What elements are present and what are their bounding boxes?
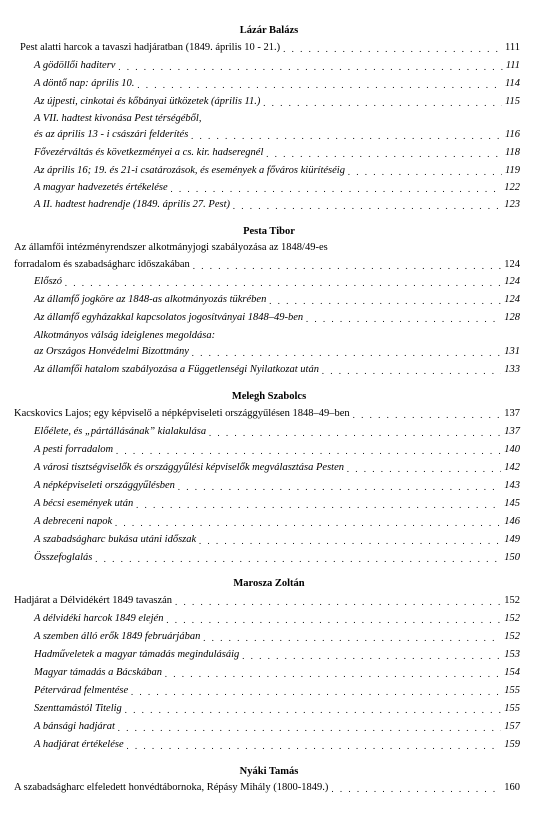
dot-leader (116, 445, 501, 457)
page-number: 140 (504, 444, 520, 455)
toc-entry-main (14, 781, 520, 795)
toc-entry (34, 702, 520, 716)
dot-leader (322, 365, 501, 377)
page-number: 149 (504, 534, 520, 545)
dot-leader (353, 409, 502, 421)
section-author: Marosza Zoltán (233, 578, 305, 589)
entry-title: Az államfő egyházakkal kapcsolatos jogosítványai 1848–49-ben (34, 312, 304, 323)
page-number: 124 (504, 294, 520, 305)
dot-leader (203, 632, 501, 644)
dot-leader (306, 313, 501, 325)
dot-leader (209, 427, 501, 439)
toc-entry-line1: Az államfői intézményrendszer alkotmányjogi szabályozása az 1848/49-es (14, 242, 328, 253)
dot-leader (165, 668, 501, 680)
dot-leader (171, 183, 502, 195)
toc-entry (34, 95, 520, 109)
toc-entry (34, 275, 520, 289)
page-number: 111 (505, 60, 520, 71)
entry-title: A gödöllői haditerv (34, 60, 116, 71)
dot-leader (115, 517, 501, 529)
entry-title: A bánsági hadjárat (34, 721, 115, 732)
entry-title: A II. hadtest hadrendje (1849. április 27. Pest) (34, 199, 230, 210)
entry-title: Hadműveletek a magyar támadás megindulásáig (34, 649, 240, 660)
dot-leader (199, 535, 501, 547)
section-author: Nyáki Tamás (239, 766, 299, 777)
page-number: 152 (504, 631, 520, 642)
page-number: 137 (504, 408, 520, 419)
entry-title: és az április 13 - i császári felderítés (34, 129, 189, 140)
dot-leader (178, 481, 501, 493)
toc-entry (34, 164, 520, 178)
page-number: 128 (504, 312, 520, 323)
page-number: 131 (504, 346, 520, 357)
dot-leader (263, 97, 502, 109)
entry-title: Az államfő jogköre az 1848-as alkotmányozás tükrében (34, 294, 267, 305)
page-number: 143 (504, 480, 520, 491)
entry-title: Kacskovics Lajos; egy képviselő a népképviseleti országgyűlésen 1848–49–ben (14, 408, 350, 419)
entry-title: Az újpesti, cinkotai és kőbányai ütközetek (április 11.) (34, 96, 261, 107)
page-number: 160 (504, 782, 520, 793)
page-number: 155 (504, 703, 520, 714)
page-number: 150 (504, 552, 520, 563)
entry-title: Előélete, és „pártállásának” kialakulása (34, 426, 207, 437)
toc-entry (34, 612, 520, 626)
page-number: 115 (505, 96, 520, 107)
toc-entry-main (14, 407, 520, 421)
toc-entry (34, 630, 520, 644)
entry-title: A pesti forradalom (34, 444, 114, 455)
dot-leader (131, 686, 501, 698)
toc-entry-main (20, 41, 520, 55)
dot-leader (347, 463, 501, 475)
entry-title: Szenttamástól Titelig (34, 703, 122, 714)
entry-title: Magyar támadás a Bácskában (34, 667, 163, 678)
dot-leader (191, 130, 502, 142)
dot-leader (193, 260, 501, 272)
toc-entry (34, 77, 520, 91)
dot-leader (266, 148, 502, 160)
toc-entry (34, 551, 520, 565)
toc-entry (34, 666, 520, 680)
toc-entry (34, 479, 520, 493)
dot-leader (118, 61, 502, 73)
toc-entry (34, 146, 520, 160)
page-number: 145 (504, 498, 520, 509)
toc-entry (34, 293, 520, 307)
entry-title: Összefoglalás (34, 552, 93, 563)
entry-title: A városi tisztségviselők és országgyűlési képviselők megválasztása Pesten (34, 462, 344, 473)
page-number: 137 (504, 426, 520, 437)
dot-leader (192, 347, 501, 359)
page-number: 111 (505, 42, 520, 53)
page-number: 159 (504, 739, 520, 750)
entry-title: Pétervárad felmentése (34, 685, 129, 696)
page-number: 142 (504, 462, 520, 473)
dot-leader (269, 295, 501, 307)
entry-title: A szabadságharc elfeledett honvédtábornoka, Répásy Mihály (1800-1849.) (14, 782, 329, 793)
page-number: 152 (504, 613, 520, 624)
toc-entry-line1: Alkotmányos válság ideiglenes megoldása: (34, 330, 216, 341)
entry-title: A délvidéki harcok 1849 elején (34, 613, 164, 624)
page-number: 124 (504, 259, 520, 270)
toc-entry (34, 461, 520, 475)
toc-entry (34, 128, 520, 142)
section-author: Lázár Balázs (239, 25, 299, 36)
toc-entry (34, 684, 520, 698)
toc-entry (34, 181, 520, 195)
toc-entry (34, 363, 520, 377)
page-number: 153 (504, 649, 520, 660)
dot-leader (65, 277, 501, 289)
entry-title: Hadjárat a Délvidékért 1849 tavaszán (14, 595, 173, 606)
page-number: 123 (504, 199, 520, 210)
dot-leader (242, 650, 501, 662)
toc-entry (34, 443, 520, 457)
dot-leader (125, 704, 501, 716)
page-number: 155 (504, 685, 520, 696)
toc-entry (34, 648, 520, 662)
toc-entry (34, 311, 520, 325)
entry-title: A debreceni napok (34, 516, 113, 527)
toc-entry-main (14, 594, 520, 608)
entry-title: Pest alatti harcok a tavaszi hadjáratban (1849. április 10 - 21.) (20, 42, 281, 53)
entry-title: Az április 16; 19. és 21-i csatározások, és események a főváros kiürítéséig (34, 165, 345, 176)
entry-title: A bécsi események után (34, 498, 134, 509)
toc-entry (34, 738, 520, 752)
dot-leader (136, 499, 501, 511)
dot-leader (95, 553, 501, 565)
page-number: 118 (505, 147, 520, 158)
entry-title: A hadjárat értékelése (34, 739, 124, 750)
dot-leader (283, 43, 502, 55)
dot-leader (127, 740, 502, 752)
entry-title: az Országos Honvédelmi Bizottmány (34, 346, 189, 357)
dot-leader (331, 783, 501, 795)
dot-leader (137, 79, 502, 91)
toc-entry (34, 345, 520, 359)
toc-entry (34, 59, 520, 73)
entry-title: A népképviseleti országgyűlésben (34, 480, 175, 491)
toc-entry (34, 533, 520, 547)
toc-entry (34, 198, 520, 212)
page-number: 122 (504, 182, 520, 193)
entry-title: A magyar hadvezetés értékelése (34, 182, 168, 193)
page-number: 124 (504, 276, 520, 287)
dot-leader (118, 722, 501, 734)
section-author: Pesta Tibor (243, 226, 295, 237)
page-number: 133 (504, 364, 520, 375)
toc-entry (34, 515, 520, 529)
entry-title: Az államfői hatalom szabályozása a Függetlenségi Nyilatkozat után (34, 364, 319, 375)
toc-entry (34, 720, 520, 734)
page-number: 157 (504, 721, 520, 732)
page-number: 146 (504, 516, 520, 527)
entry-title: A szabadságharc bukása utáni időszak (34, 534, 197, 545)
dot-leader (348, 166, 502, 178)
page-number: 119 (505, 165, 520, 176)
toc-entry-main (14, 258, 520, 272)
toc-entry (34, 425, 520, 439)
entry-title: Fővezérváltás és következményei a cs. kir. hadseregnél (34, 147, 264, 158)
page-number: 152 (504, 595, 520, 606)
dot-leader (175, 596, 501, 608)
entry-title: forradalom és szabadságharc időszakában (14, 259, 190, 270)
dot-leader (233, 200, 501, 212)
entry-title: Előszó (34, 276, 63, 287)
section-author: Melegh Szabolcs (231, 391, 307, 402)
toc-entry-line1: A VII. hadtest kivonása Pest térségéből, (34, 113, 202, 124)
toc-entry (34, 497, 520, 511)
dot-leader (166, 614, 501, 626)
page-number: 114 (505, 78, 520, 89)
entry-title: A szemben álló erők 1849 februárjában (34, 631, 201, 642)
page-number: 116 (505, 129, 520, 140)
entry-title: A döntő nap: április 10. (34, 78, 135, 89)
page-number: 154 (504, 667, 520, 678)
